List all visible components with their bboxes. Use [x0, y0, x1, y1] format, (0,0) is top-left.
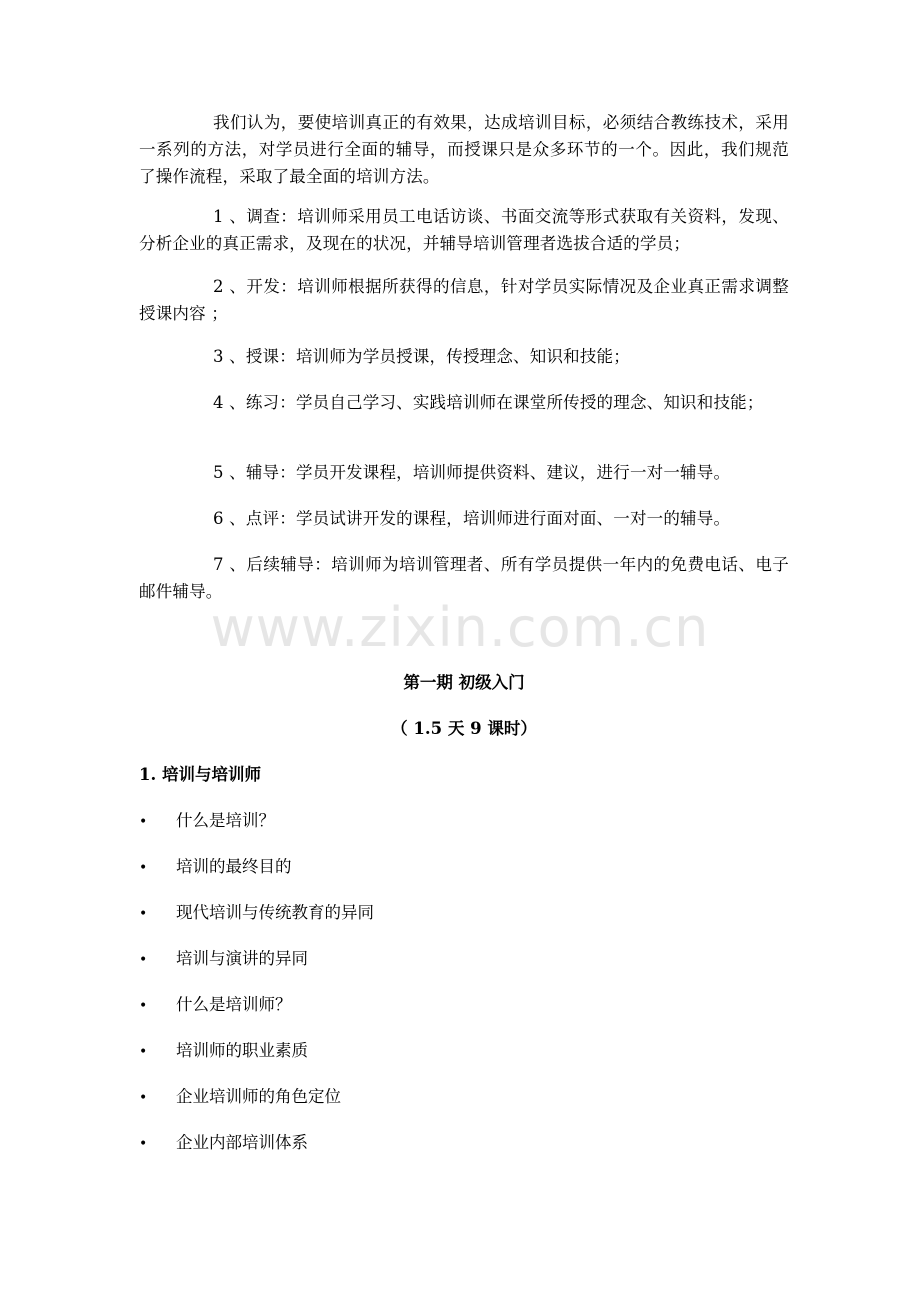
- period-duration: （ 1.5 天 9 课时）: [391, 719, 537, 738]
- list-item-text: 培训与演讲的异同: [176, 949, 308, 968]
- list-item: [139, 991, 292, 1015]
- list-item-text: 什么是培训师？: [176, 995, 292, 1014]
- watermark-text: www.zixin.com.cn: [210, 596, 710, 659]
- list-item: [139, 945, 308, 969]
- step-3-paragraph: 3 、授课：培训师为学员授课，传授理念、知识和技能；: [213, 347, 630, 366]
- list-item-text: 现代培训与传统教育的异同: [176, 903, 374, 922]
- bullet-icon: •: [139, 860, 148, 876]
- bullet-icon: •: [139, 1090, 148, 1106]
- list-item-text: 培训师的职业素质: [176, 1041, 308, 1060]
- period-title: 第一期 初级入门: [403, 673, 525, 692]
- step-1-paragraph: 1 、调查：培训师采用员工电话访谈、书面交流等形式获取有关资料，发现、分析企业的真正需求，及现在的状况，并辅导培训管理者选拔合适的学员；: [139, 207, 789, 253]
- step-2-paragraph: 2 、开发：培训师根据所获得的信息，针对学员实际情况及企业真正需求调整授课内容 ；: [139, 277, 789, 323]
- bullet-icon: •: [139, 906, 148, 922]
- bullet-icon: •: [139, 1044, 148, 1060]
- list-item-text: 培训的最终目的: [176, 857, 292, 876]
- bullet-icon: •: [139, 1136, 148, 1152]
- bullet-icon: •: [139, 814, 148, 830]
- list-item-text: 企业培训师的角色定位: [176, 1087, 341, 1106]
- list-item: [139, 853, 292, 877]
- step-7-paragraph: 7 、后续辅导：培训师为培训管理者、所有学员提供一年内的免费电话、电子邮件辅导。: [139, 555, 789, 601]
- list-item: [139, 899, 374, 923]
- list-item: [139, 1083, 341, 1107]
- step-5-paragraph: 5 、辅导：学员开发课程，培训师提供资料、建议，进行一对一辅导。: [213, 463, 731, 482]
- bullet-icon: •: [139, 998, 148, 1014]
- list-item: [139, 807, 275, 831]
- step-6-paragraph: 6 、点评：学员试讲开发的课程，培训师进行面对面、一对一的辅导。: [213, 509, 731, 528]
- section-heading: 1. 培训与培训师: [139, 765, 261, 784]
- list-item: [139, 1037, 308, 1061]
- bullet-icon: •: [139, 952, 148, 968]
- intro-paragraph: 我们认为，要使培训真正的有效果，达成培训目标，必须结合教练技术，采用一系列的方法，对学员进行全面的辅导，而授课只是众多环节的一个。因此，我们规范了操作流程，采取了最全面的培训方法。: [139, 113, 789, 186]
- step-4-paragraph: 4 、练习：学员自己学习、实践培训师在课堂所传授的理念、知识和技能；: [213, 393, 764, 412]
- list-item-text: 什么是培训？: [176, 811, 275, 830]
- list-item-text: 企业内部培训体系: [176, 1133, 308, 1152]
- list-item: [139, 1129, 308, 1153]
